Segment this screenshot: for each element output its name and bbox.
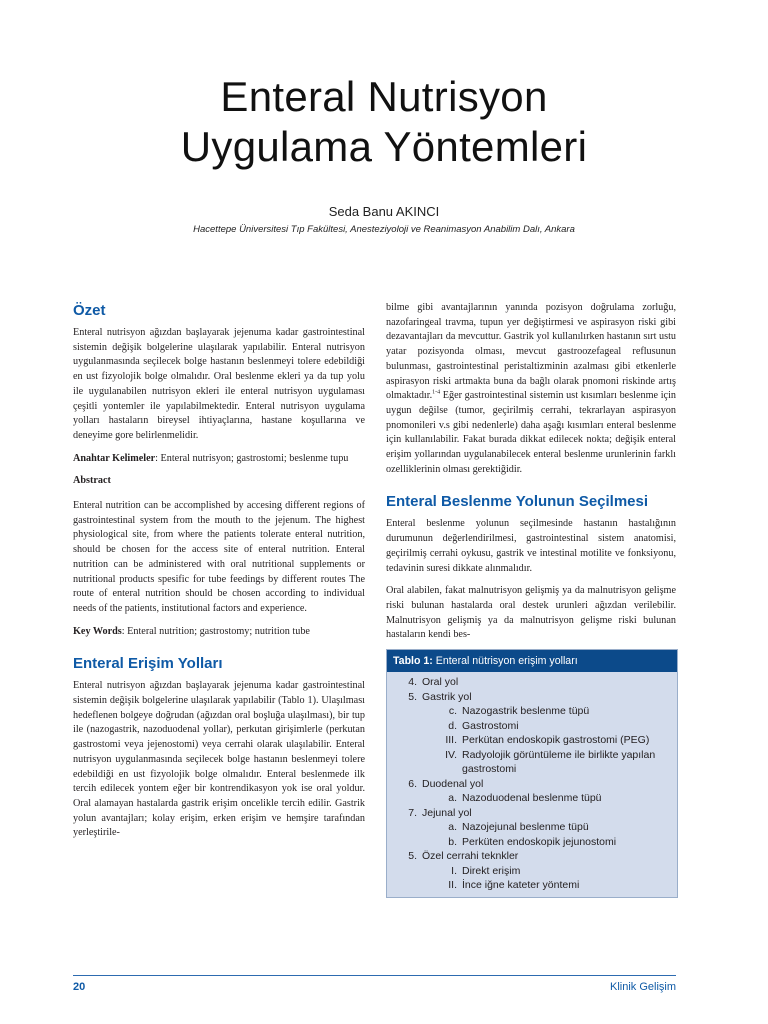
table-1 — [386, 649, 678, 898]
author-name: Seda Banu AKINCI — [328, 204, 440, 219]
keywords-en-label: Key Words — [73, 625, 122, 637]
page-number: 20 — [73, 981, 86, 993]
table-row-number: a. — [448, 821, 457, 834]
abstract-text: Enteral nutrition can be accomplished by accesing different regions of gastrointestinal system from the mouth to the jejenum. The highest physiological site, from where the patients tolerate enteral nutrition, should be chosen for the access site of enteral nutrition. Enteral nutrition can be administered with oral nutritional supplements or nutritional products spesific for tube feedings by different routes The route of enteral nutrition should be chosen according to individual needs of the patients, institutional factors and experience. — [73, 500, 365, 614]
table-1-title: Enteral nütrisyon erişim yolları — [432, 655, 578, 668]
keywords-tr — [73, 452, 365, 467]
section-yol-secimi-para2: Oral alabilen, fakat malnutrisyon gelişmiş ya da malnutrisyon gelişme riski bulunan hastalarda oral destek urunleri ağızdan verilebilir. Malnutrisyon gelişmiş ya da malnutrisyon gelişme riski bulunan hastaların kendi bes- — [386, 585, 676, 641]
section-enteral-erisim-text: Enteral nutrisyon ağızdan başlayarak jejenuma kadar gastrointestinal sistemin değişik bolgelerine ulaşılarak yapılabilir (Tablo 1). Ulaşılması hedeflenen bolgeye doğrudan (ağızdan oral boşluğa ulaşılması), bir tup ile (nazogastrik, nazoduodenal yollar), perkutan girişimlerle (perkutan gastrostomi veya jejenostomi) veya cerrahi olarak ulaşılabilir. Enteral nutrisyon uygulanmasında seçilecek bolge hastanın beslenmeyi tolere edebildiği en ust fizyolojik bolge olmalıdır. Enteral beslenmede ilk tercih edilecek yontem eğer bir kontrendikasyon yok ise oral yoldur. Oral alamayan hastalarda gastrik erişim oncelikle tercih edilir. Gastrik yolun avantajları; kolay erişim, erken erişim ve hemşire tarafından yerleştirile- — [73, 680, 365, 839]
continued-paragraph-part-a: bilme gibi avantajlarının yanında pozisyon doğrulama zorluğu, nazofaringeal travma, tupun yer değiştirmesi ve aspirasyon riski gibi dezavantajları da mevcuttur. Gastrik yol kullanılırken hastanın sırt ustu yatar pozisyonda olması, mevcut gastroozefageal reflusunun bulunması, gastrointestinal peristaltizminin azalması gibi etkenlerle aspirasyon riski artmakta buna da bağlı olarak pnomoni riskinde artış olmaktadır. — [386, 302, 676, 402]
table-row-number: d. — [448, 719, 457, 732]
journal-name: Klinik Gelişim — [609, 981, 676, 993]
citation-sup: 1-4 — [432, 389, 441, 396]
table-row-text: Nazojejunal beslenme tüpü — [462, 821, 589, 834]
ozet-heading: Özet — [73, 302, 106, 319]
table-1-body — [387, 672, 677, 897]
table-row — [387, 675, 677, 690]
table-row — [387, 748, 677, 763]
table-row-text: Nazoduodenal beslenme tüpü — [462, 792, 602, 805]
table-1-label: Tablo 1: — [393, 655, 433, 668]
table-row — [387, 704, 677, 719]
table-row-number: 4. — [408, 676, 417, 689]
table-row-text: Nazogastrik beslenme tüpü — [462, 705, 590, 718]
footer-rule — [73, 975, 676, 976]
table-row-number: b. — [448, 835, 457, 848]
section-enteral-erisim-heading: Enteral Erişim Yolları — [73, 655, 223, 673]
continued-paragraph — [386, 301, 676, 477]
table-row-number: 5. — [408, 850, 417, 863]
table-row — [387, 690, 677, 705]
right-column — [386, 301, 676, 898]
table-row-text: İnce iğne kateter yöntemi — [462, 879, 580, 892]
table-row-text: Jejunal yol — [422, 806, 472, 819]
keywords-en — [73, 625, 365, 640]
table-row-text: Perkütan endoskopik gastrostomi (PEG) — [462, 734, 650, 747]
keywords-tr-text: : Enteral nutrisyon; gastrostomi; beslenme tupu — [155, 452, 349, 464]
table-row — [387, 806, 677, 821]
keywords-tr-label: Anahtar Kelimeler — [73, 452, 156, 464]
author-affiliation: Hacettepe Üniversitesi Tıp Fakültesi, Anesteziyoloji ve Reanimasyon Anabilim Dalı, Ankara — [193, 224, 575, 235]
section-yol-secimi-heading: Enteral Beslenme Yolunun Seçilmesi — [386, 493, 649, 511]
table-row — [387, 864, 677, 879]
table-row — [387, 719, 677, 734]
table-row-number: 5. — [408, 690, 417, 703]
table-row-number: a. — [448, 792, 457, 805]
section-yol-secimi-para1: Enteral beslenme yolunun seçilmesinde hastanın hastalığının durumunun değerlendirilmesi, gastrointestinal sistem anatomisi, geçirilmiş cerrahi oykusu, gastrik ve intestinal motilite ve fonksiyonu, tedavinin suresi dikkate alınmalıdır. — [386, 518, 676, 574]
table-row-number: II. — [448, 879, 457, 892]
table-row — [387, 835, 677, 850]
table-row — [387, 777, 677, 792]
table-row — [387, 849, 677, 864]
table-row-text: Özel cerrahi teknkler — [422, 850, 519, 863]
keywords-en-text: : Enteral nutrition; gastrostomy; nutrition tube — [121, 625, 310, 637]
table-1-header — [387, 650, 677, 672]
table-row — [387, 762, 677, 777]
title-line-2: Uygulama Yöntemleri — [180, 123, 588, 170]
title-line-1: Enteral Nutrisyon — [220, 73, 548, 120]
table-row-text: Perküten endoskopik jejunostomi — [462, 835, 617, 848]
table-row-number — [387, 762, 457, 777]
table-row — [387, 878, 677, 893]
left-column — [73, 302, 365, 841]
table-row-text: Direkt erişim — [462, 864, 521, 877]
table-row-text: Gastrostomi — [462, 719, 519, 732]
table-row-number: IV. — [445, 748, 457, 761]
table-row-number: c. — [448, 705, 457, 718]
table-row-text: gastrostomi — [462, 763, 517, 776]
table-row-text: Oral yol — [422, 676, 459, 689]
table-row-number: 7. — [408, 806, 417, 819]
table-row-number: I. — [451, 864, 457, 877]
table-row — [387, 733, 677, 748]
continued-paragraph-part-b: Eğer gastrointestinal sistemin ust kısımları beslenme için uygun değilse (tumor, geçirilmiş cerrahi, tekrarlayan aspirasyon pnomonileri v.s gibi nedenlerle) daha aşağı kısımları enteral beslenme için kullanılabilir. Fakat burada dikkat edilecek nokta; değişik enteral erişim yollarından uygulanabilecek enteral beslenme urunlerinin farklı ozelliklerinin olması gerektiğidir. — [386, 390, 676, 475]
table-row-text: Radyolojik görüntüleme ile birlikte yapılan — [462, 748, 656, 761]
table-row-number: III. — [445, 734, 457, 747]
abstract-heading: Abstract — [73, 475, 111, 487]
ozet-text: Enteral nutrisyon ağızdan başlayarak jejenuma kadar gastrointestinal sistemin değişik bolgelerine ulaşılarak yapılabilir. Enteral nutrisyon uygulanmasında seçilecek bolge hastanın beslenmeyi tolere edebildiği en ust fizyolojik bolge olmalıdır. Oral beslenme ekleri ya da tup yolu ile uygulanabilen nutrisyon ekleri ile enteral nutrisyon uygulaması çeşitli yontemler ile yapılabilmektedir. Enteral nutrisyon uygulama yolları hastaların bireysel ihtiyaçlarına, hastane koşullarına ve deneyime gore belirlenmelidir. — [73, 327, 365, 441]
table-row — [387, 791, 677, 806]
table-row-text: Duodenal yol — [422, 777, 484, 790]
article-title — [0, 72, 768, 172]
table-row-number: 6. — [408, 777, 417, 790]
table-row-text: Gastrik yol — [422, 690, 472, 703]
table-row — [387, 820, 677, 835]
